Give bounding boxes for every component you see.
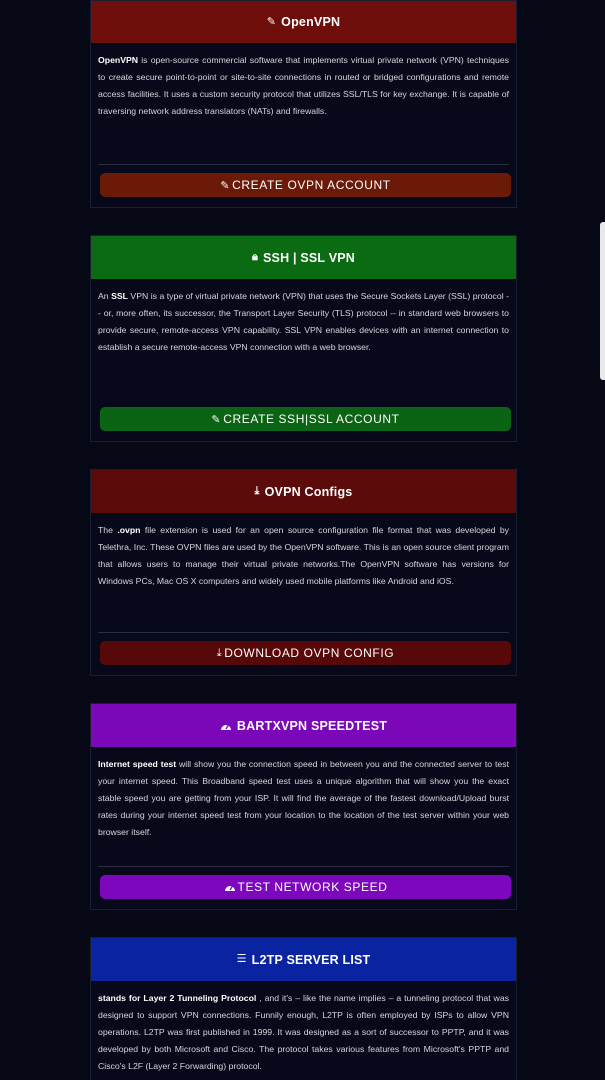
speedtest-card-divider: [98, 866, 509, 867]
ovpn-configs-card-header: [91, 470, 516, 513]
scrollbar[interactable]: [600, 222, 605, 380]
l2tp-card-body-text: , and it's – like the name implies – a tunneling protocol that was designed to support VPN connections. Funnily enough, L2TP is often employed by ISPs to allow VPN operations. L2TP was first published in 1999. It was designed as a sort of successor to PPTP, and it was developed by both Microsoft and Cisco. The protocol takes various features from Microsoft's PPTP and Cisco's L2F (Layer 2 Forwarding) protocol.: [98, 993, 509, 1071]
test-network-speed-label: TEST NETWORK SPEED: [237, 880, 388, 894]
pencil-icon: ✎: [220, 179, 231, 192]
ovpn-configs-card: [90, 469, 517, 676]
download-ovpn-config-label: DOWNLOAD OVPN CONFIG: [224, 646, 395, 660]
speedtest-card-header: [91, 704, 516, 747]
ssh-ssl-card-body-pre: An: [98, 291, 112, 301]
ovpn-configs-card-body-pre: The: [98, 525, 118, 535]
speedtest-card: [90, 703, 517, 910]
openvpn-card-title: OpenVPN: [281, 15, 341, 29]
openvpn-card-body-text: is open-source commercial software that implements virtual private network (VPN) techniques to create secure point-to-point or site-to-site connections in routed or bridged configurations and remote access facilities. It uses a custom security protocol that utilizes SSL/TLS for key exchange. It is capable of traversing network address translators (NATs) and firewalls.: [98, 55, 509, 116]
ovpn-configs-card-title: OVPN Configs: [264, 484, 353, 499]
ssh-ssl-card-header: [91, 236, 516, 279]
ssh-ssl-card-body-text: VPN is a type of virtual private network (VPN) that uses the Secure Sockets Layer (SSL) protocol -- or, more often, its successor, the Transport Layer Security (TLS) protocol -- in standard web browsers to provide secure, remote-access VPN capability. SSL VPN enables devices with an internet connection to establish a secure remote-access VPN connection with a web browser.: [98, 291, 509, 352]
download-ovpn-config-button[interactable]: [100, 641, 511, 665]
speedtest-card-body-text: will show you the connection speed in between you and the connected server to test your internet speed. This Broadband speed test uses a unique algorithm that will show you the exact stable speed you are getting from your ISP. It will find the average of the fastest download/Upload burst rates during your internet speed test from your location to the location of the test server within your web browser itself.: [98, 759, 509, 837]
ssh-ssl-card-body-bold: SSL: [111, 291, 128, 301]
l2tp-card-title: L2TP SERVER LIST: [251, 952, 371, 967]
gauge-icon: [220, 721, 232, 731]
gauge-icon: [224, 882, 236, 892]
lock-icon: 🔒︎: [251, 251, 259, 263]
speedtest-card-body-bold: Internet speed test: [98, 759, 177, 769]
speedtest-card-title: BARTXVPN SPEEDTEST: [236, 718, 388, 733]
ovpn-configs-card-body-bold: .ovpn: [117, 525, 141, 535]
ssh-ssl-card-description: [91, 279, 516, 356]
openvpn-card-divider: [98, 164, 509, 165]
speedtest-card-description: [91, 747, 516, 841]
list-icon: ☰: [236, 953, 247, 965]
create-ssh-ssl-account-label: CREATE SSH|SSL ACCOUNT: [223, 412, 400, 426]
openvpn-card-description: [91, 43, 516, 120]
ssh-ssl-card: [90, 235, 517, 442]
create-ssh-ssl-account-button[interactable]: [100, 407, 511, 431]
l2tp-card: [90, 937, 517, 1080]
openvpn-card: [90, 0, 517, 208]
ovpn-configs-card-body-text: file extension is used for an open source configuration file format that was developed by Telethra, Inc. These OVPN files are used by the OpenVPN software. This is an open source client program that allows users to manage their virtual private networks.The OpenVPN software has versions for Windows PCs, Mac OS X computers and widely used mobile platforms like Android and iOS.: [98, 525, 509, 586]
download-icon: ⤓: [216, 646, 223, 659]
pencil-icon: ✎: [211, 413, 222, 426]
ssh-ssl-card-title: SSH | SSL VPN: [263, 250, 356, 265]
pencil-icon: ✎: [266, 15, 277, 28]
create-ovpn-account-label: CREATE OVPN ACCOUNT: [232, 178, 391, 192]
ovpn-configs-card-divider: [98, 632, 509, 633]
l2tp-card-description: [91, 981, 516, 1075]
openvpn-card-header: [91, 1, 516, 43]
l2tp-card-header: [91, 938, 516, 981]
l2tp-card-body-bold: stands for Layer 2 Tunneling Protocol: [98, 993, 257, 1003]
ovpn-configs-card-description: [91, 513, 516, 590]
create-ovpn-account-button[interactable]: [100, 173, 511, 197]
test-network-speed-button[interactable]: [100, 875, 511, 899]
openvpn-card-body-bold: OpenVPN: [98, 55, 139, 65]
download-icon: ⤓: [254, 485, 260, 497]
